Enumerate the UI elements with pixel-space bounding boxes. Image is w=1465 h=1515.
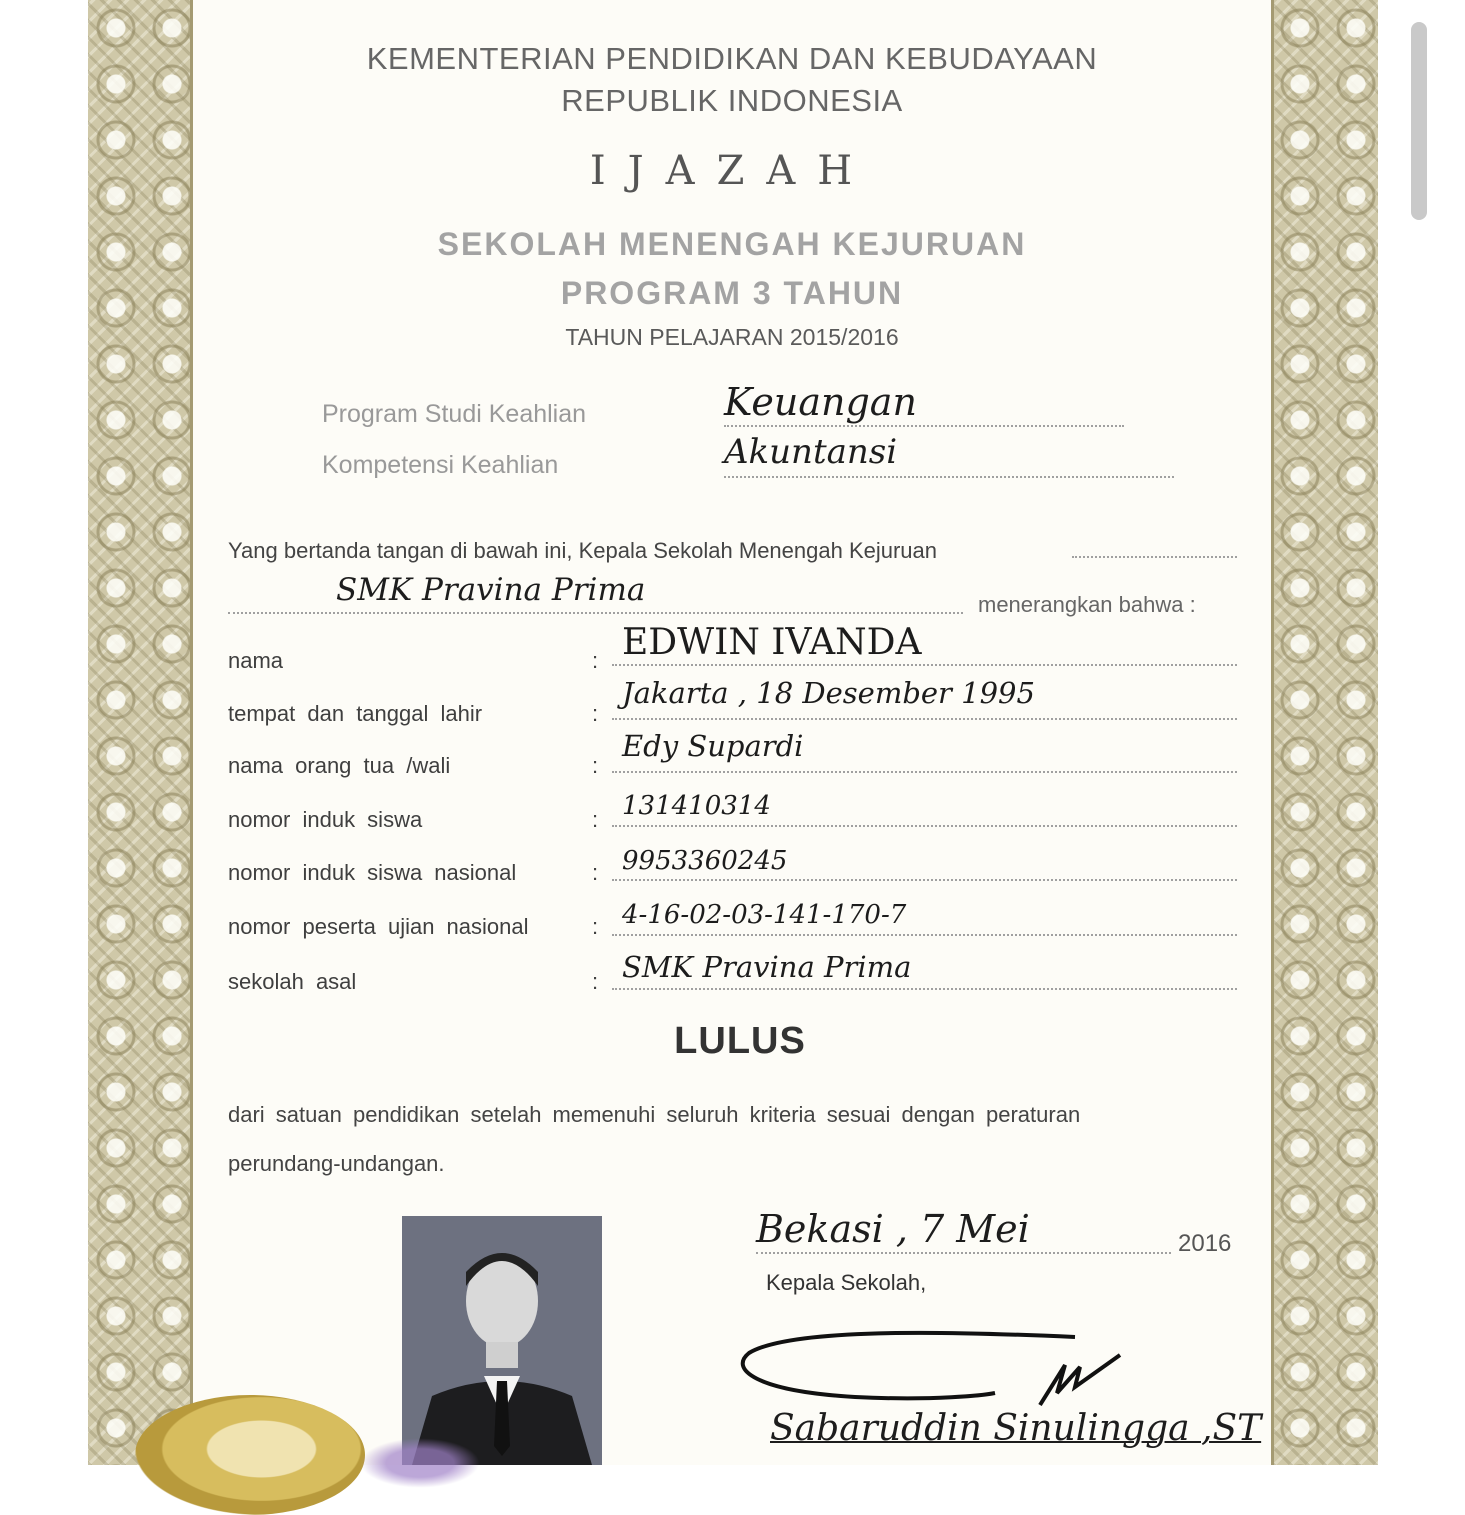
ministry-heading	[192, 38, 1272, 122]
field-line	[612, 771, 1237, 773]
field-label-parent: nama orang tua /wali	[228, 753, 451, 778]
closing-line-1: dari satuan pendidikan setelah memenuhi seluruh kriteria sesuai dengan peraturan	[228, 1102, 1081, 1127]
competency-line	[724, 476, 1174, 478]
field-value-birth: Jakarta , 18 Desember 1995	[622, 676, 1035, 710]
colon: :	[592, 701, 599, 726]
field-label-nisn: nomor induk siswa nasional	[228, 860, 517, 885]
program-duration: PROGRAM 3 TAHUN	[560, 275, 904, 311]
field-line	[612, 664, 1237, 666]
result-status: LULUS	[674, 1020, 806, 1062]
school-name-handwritten: SMK Pravina Prima	[336, 572, 646, 608]
colon: :	[592, 753, 599, 778]
ministry-line-1: KEMENTERIAN PENDIDIKAN DAN KEBUDAYAAN	[366, 41, 1098, 76]
field-line	[612, 825, 1237, 827]
statement-intro-line	[1072, 556, 1237, 558]
field-label-nama: nama	[228, 648, 284, 673]
portrait-icon	[402, 1216, 602, 1465]
ministry-line-2: REPUBLIK INDONESIA	[561, 83, 903, 118]
student-photo	[402, 1216, 602, 1465]
field-label-nis: nomor induk siswa	[228, 807, 423, 832]
statement-suffix: menerangkan bahwa :	[978, 592, 1196, 617]
colon: :	[592, 648, 599, 673]
closing-line-2: perundang-undangan.	[228, 1151, 445, 1176]
field-line	[612, 988, 1237, 990]
school-type: SEKOLAH MENENGAH KEJURUAN	[437, 226, 1027, 262]
gold-seal	[135, 1395, 365, 1515]
purple-stamp	[360, 1438, 480, 1488]
competency-value: Akuntansi	[724, 432, 898, 472]
study-program-label: Program Studi Keahlian	[322, 400, 587, 428]
statement-intro: Yang bertanda tangan di bawah ini, Kepala Sekolah Menengah Kejuruan	[228, 538, 938, 563]
ornamental-border-right	[1272, 0, 1378, 1465]
field-label-birth: tempat dan tanggal lahir	[228, 701, 483, 726]
field-line	[612, 934, 1237, 936]
colon: :	[592, 860, 599, 885]
signature-role: Kepala Sekolah,	[766, 1270, 927, 1295]
field-label-origin-school: sekolah asal	[228, 969, 357, 994]
field-value-nis: 131410314	[622, 791, 771, 821]
field-value-exam-number: 4-16-02-03-141-170-7	[622, 900, 907, 930]
field-line	[612, 879, 1237, 881]
academic-year: TAHUN PELAJARAN 2015/2016	[565, 324, 899, 350]
field-value-parent: Edy Supardi	[622, 729, 804, 763]
signature-year: 2016	[1178, 1230, 1232, 1257]
signature-place-date: Bekasi , 7 Mei	[756, 1207, 1030, 1251]
place-date-line	[756, 1252, 1171, 1254]
colon: :	[592, 914, 599, 939]
ornamental-border-left	[88, 0, 192, 1465]
colon: :	[592, 807, 599, 832]
study-program-line	[724, 425, 1124, 427]
scrollbar-thumb[interactable]	[1411, 22, 1427, 220]
signature-scribble-icon	[735, 1325, 1135, 1415]
field-value-nisn: 9953360245	[622, 846, 788, 876]
competency-label: Kompetensi Keahlian	[322, 451, 559, 479]
principal-name: Sabaruddin Sinulingga ,ST	[770, 1408, 1262, 1449]
field-line	[612, 718, 1237, 720]
field-value-origin-school: SMK Pravina Prima	[622, 950, 912, 984]
colon: :	[592, 969, 599, 994]
document-title: IJAZAH	[589, 148, 875, 194]
border-edge-left	[190, 0, 193, 1465]
field-value-nama: EDWIN IVANDA	[622, 622, 922, 663]
border-edge-right	[1271, 0, 1274, 1465]
study-program-value: Keuangan	[724, 380, 917, 424]
school-name-line	[228, 612, 963, 614]
field-label-exam-number: nomor peserta ujian nasional	[228, 914, 529, 939]
